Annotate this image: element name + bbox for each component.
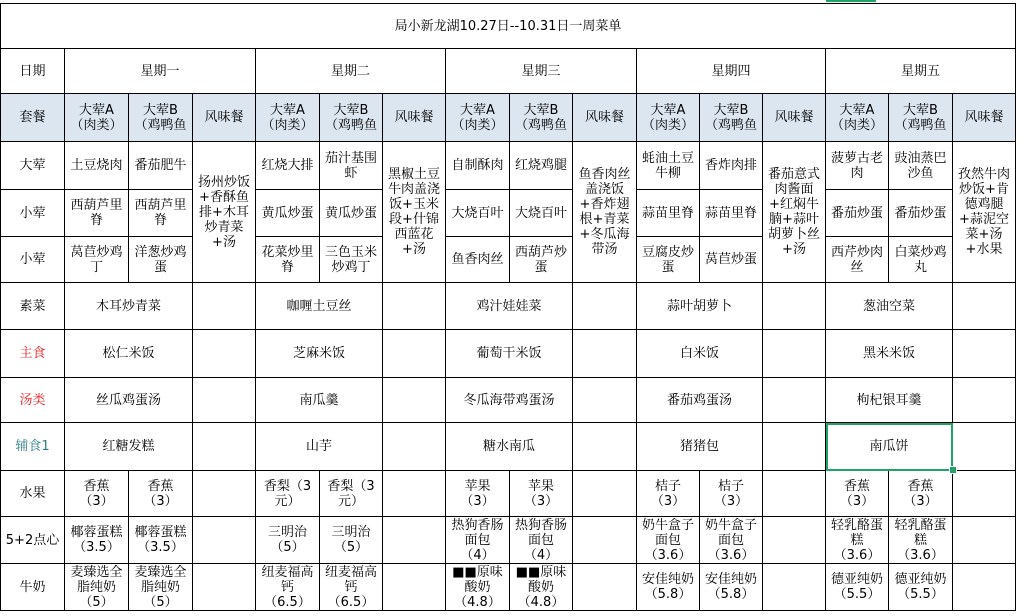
fri-sucai-flavor[interactable] <box>953 283 1016 330</box>
tue-snack-flavor[interactable] <box>383 517 446 564</box>
wed-fruit-a[interactable]: 苹果 （3） <box>446 471 510 517</box>
fri-flavor-meal[interactable]: 孜然牛肉炒饭+肯德鸡腿+蒜泥空菜+汤+水果 <box>953 142 1016 283</box>
fri-snack-flavor[interactable] <box>953 517 1016 564</box>
row-label-dianxin[interactable]: 5+2点心 <box>1 517 65 564</box>
fri-snack-a[interactable]: 轻乳酪蛋糕 （3.6） <box>826 517 889 564</box>
thu-fushi[interactable]: 猪猪包 <box>637 423 763 471</box>
tue-xiaohun1-b[interactable]: 黄瓜炒蛋 <box>320 190 383 237</box>
wed-fruit-flavor[interactable] <box>573 471 637 517</box>
tue-zhushi-flavor[interactable] <box>383 330 446 378</box>
tue-sucai-flavor[interactable] <box>383 283 446 330</box>
row-label-tanglei[interactable]: 汤类 <box>1 378 65 423</box>
fri-milk-flavor[interactable] <box>953 564 1016 611</box>
thu-sucai-flavor[interactable] <box>763 283 826 330</box>
wed-milk-a[interactable]: ■■原味酸奶 （4.8） <box>446 564 510 611</box>
tue-milk-flavor[interactable] <box>383 564 446 611</box>
tue-xiaohun2-a[interactable]: 花菜炒里脊 <box>256 237 320 283</box>
package-b-thu[interactable]: 大荤B （鸡鸭鱼 <box>700 94 763 142</box>
mon-fruit-flavor[interactable] <box>193 471 256 517</box>
row-label-xiaohun-1[interactable]: 小荤 <box>1 190 65 237</box>
fri-xiaohun2-a[interactable]: 西芹炒肉丝 <box>826 237 889 283</box>
wed-zhushi[interactable]: 葡萄干米饭 <box>446 330 573 378</box>
flavor-header-fri[interactable]: 风味餐 <box>953 94 1016 142</box>
tue-xiaohun2-b[interactable]: 三色玉米炒鸡丁 <box>320 237 383 283</box>
tue-snack-b[interactable]: 三明治 （5） <box>320 517 383 564</box>
wed-xiaohun1-a[interactable]: 大烧百叶 <box>446 190 510 237</box>
day-monday[interactable]: 星期一 <box>65 49 256 94</box>
fri-fruit-b[interactable]: 香蕉 （3） <box>889 471 953 517</box>
tue-tang-flavor[interactable] <box>383 378 446 423</box>
tue-dahun-a[interactable]: 红烧大排 <box>256 142 320 190</box>
thu-sucai[interactable]: 蒜叶胡萝卜 <box>637 283 763 330</box>
tue-fruit-flavor[interactable] <box>383 471 446 517</box>
row-label-sucai[interactable]: 素菜 <box>1 283 65 330</box>
thu-milk-b[interactable]: 安佳纯奶 （5.8） <box>700 564 763 611</box>
thu-tang-flavor[interactable] <box>763 378 826 423</box>
tue-snack-a[interactable]: 三明治 （5） <box>256 517 320 564</box>
mon-zhushi-flavor[interactable] <box>193 330 256 378</box>
thu-xiaohun1-a[interactable]: 蒜苗里脊 <box>637 190 700 237</box>
tue-tang[interactable]: 南瓜羹 <box>256 378 383 423</box>
mon-fushi[interactable]: 红糖发糕 <box>65 423 193 471</box>
fri-dahun-b[interactable]: 豉油蒸巴沙鱼 <box>889 142 953 190</box>
wed-snack-flavor[interactable] <box>573 517 637 564</box>
fri-fruit-a[interactable]: 香蕉 （3） <box>826 471 889 517</box>
tue-xiaohun1-a[interactable]: 黄瓜炒蛋 <box>256 190 320 237</box>
package-b-mon[interactable]: 大荤B （鸡鸭鱼 <box>129 94 193 142</box>
thu-fruit-b[interactable]: 桔子 （3） <box>700 471 763 517</box>
wed-xiaohun2-b[interactable]: 西葫芦炒蛋 <box>510 237 573 283</box>
row-label-shuiguo[interactable]: 水果 <box>1 471 65 517</box>
wed-sucai-flavor[interactable] <box>573 283 637 330</box>
fri-milk-b[interactable]: 德亚纯奶 （5.5） <box>889 564 953 611</box>
fri-tang-flavor[interactable] <box>953 378 1016 423</box>
wed-milk-b[interactable]: ■■原味酸奶 （4.8） <box>510 564 573 611</box>
package-b-wed[interactable]: 大荤B （鸡鸭鱼 <box>510 94 573 142</box>
thu-snack-flavor[interactable] <box>763 517 826 564</box>
thu-xiaohun2-a[interactable]: 豆腐皮炒蛋 <box>637 237 700 283</box>
thu-snack-b[interactable]: 奶牛盒子面包 （3.6） <box>700 517 763 564</box>
mon-tang-flavor[interactable] <box>193 378 256 423</box>
thu-snack-a[interactable]: 奶牛盒子面包 （3.6） <box>637 517 700 564</box>
tue-flavor-meal[interactable]: 黑椒土豆牛肉盖浇饭+玉米段+什锦西蓝花+汤 <box>383 142 446 283</box>
package-label[interactable]: 套餐 <box>1 94 65 142</box>
wed-snack-b[interactable]: 热狗香肠面包 （4） <box>510 517 573 564</box>
day-thursday[interactable]: 星期四 <box>637 49 826 94</box>
fri-zhushi-flavor[interactable] <box>953 330 1016 378</box>
fri-fruit-flavor[interactable] <box>953 471 1016 517</box>
wed-xiaohun1-b[interactable]: 大烧百叶 <box>510 190 573 237</box>
mon-fushi-flavor[interactable] <box>193 423 256 471</box>
sheet-title[interactable]: 局小新龙湖10.27日--10.31日一周菜单 <box>1 4 1016 49</box>
package-b-fri[interactable]: 大荤B （鸡鸭鱼 <box>889 94 953 142</box>
wed-milk-flavor[interactable] <box>573 564 637 611</box>
package-b-tue[interactable]: 大荤B （鸡鸭鱼 <box>320 94 383 142</box>
package-a-mon[interactable]: 大荤A （肉类） <box>65 94 129 142</box>
fill-handle[interactable] <box>949 466 957 474</box>
mon-fruit-b[interactable]: 香蕉 （3） <box>129 471 193 517</box>
package-a-fri[interactable]: 大荤A （肉类） <box>826 94 889 142</box>
fri-dahun-a[interactable]: 菠萝古老肉 <box>826 142 889 190</box>
thu-fruit-a[interactable]: 桔子 （3） <box>637 471 700 517</box>
day-tuesday[interactable]: 星期二 <box>256 49 446 94</box>
wed-fushi[interactable]: 糖水南瓜 <box>446 423 573 471</box>
thu-xiaohun1-b[interactable]: 蒜苗里脊 <box>700 190 763 237</box>
mon-flavor-meal[interactable]: 扬州炒饭+香酥鱼排+木耳炒青菜+汤 <box>193 142 256 283</box>
tue-milk-a[interactable]: 纽麦福高钙 （6.5） <box>256 564 320 611</box>
row-label-fushi[interactable]: 辅食1 <box>1 423 65 471</box>
wed-fushi-flavor[interactable] <box>573 423 637 471</box>
mon-zhushi[interactable]: 松仁米饭 <box>65 330 193 378</box>
wed-dahun-b[interactable]: 红烧鸡腿 <box>510 142 573 190</box>
mon-xiaohun1-a[interactable]: 西葫芦里脊 <box>65 190 129 237</box>
wed-zhushi-flavor[interactable] <box>573 330 637 378</box>
fri-tang[interactable]: 枸杞银耳羹 <box>826 378 953 423</box>
wed-dahun-a[interactable]: 自制酥肉 <box>446 142 510 190</box>
tue-zhushi[interactable]: 芝麻米饭 <box>256 330 383 378</box>
fri-sucai[interactable]: 葱油空菜 <box>826 283 953 330</box>
wed-tang[interactable]: 冬瓜海带鸡蛋汤 <box>446 378 573 423</box>
package-a-thu[interactable]: 大荤A （肉类） <box>637 94 700 142</box>
mon-dahun-b[interactable]: 番茄肥牛 <box>129 142 193 190</box>
date-label[interactable]: 日期 <box>1 49 65 94</box>
thu-dahun-b[interactable]: 香炸肉排 <box>700 142 763 190</box>
fri-xiaohun1-a[interactable]: 番茄炒蛋 <box>826 190 889 237</box>
thu-tang[interactable]: 番茄鸡蛋汤 <box>637 378 763 423</box>
thu-zhushi-flavor[interactable] <box>763 330 826 378</box>
thu-milk-a[interactable]: 安佳纯奶 （5.8） <box>637 564 700 611</box>
thu-fushi-flavor[interactable] <box>763 423 826 471</box>
tue-dahun-b[interactable]: 茄汁基围虾 <box>320 142 383 190</box>
thu-flavor-meal[interactable]: 番茄意式肉酱面+红焖牛腩+蒜叶胡萝卜丝+汤 <box>763 142 826 283</box>
fri-fushi-selected-cell[interactable]: 南瓜饼 <box>826 423 953 471</box>
column-selection-marker <box>826 0 876 2</box>
package-a-tue[interactable]: 大荤A （肉类） <box>256 94 320 142</box>
mon-sucai[interactable]: 木耳炒青菜 <box>65 283 193 330</box>
wed-flavor-meal[interactable]: 鱼香肉丝盖浇饭+香炸翅根+青菜+冬瓜海带汤 <box>573 142 637 283</box>
tue-fushi[interactable]: 山芋 <box>256 423 383 471</box>
thu-xiaohun2-b[interactable]: 莴苣炒蛋 <box>700 237 763 283</box>
mon-milk-a[interactable]: 麦臻选全脂纯奶 （5） <box>65 564 129 611</box>
wed-xiaohun2-a[interactable]: 鱼香肉丝 <box>446 237 510 283</box>
day-friday[interactable]: 星期五 <box>826 49 1016 94</box>
mon-milk-flavor[interactable] <box>193 564 256 611</box>
row-label-zhushi[interactable]: 主食 <box>1 330 65 378</box>
thu-dahun-a[interactable]: 蚝油土豆牛柳 <box>637 142 700 190</box>
wed-sucai[interactable]: 鸡汁娃娃菜 <box>446 283 573 330</box>
mon-dahun-a[interactable]: 土豆烧肉 <box>65 142 129 190</box>
mon-xiaohun2-b[interactable]: 洋葱炒鸡蛋 <box>129 237 193 283</box>
thu-fruit-flavor[interactable] <box>763 471 826 517</box>
mon-xiaohun2-a[interactable]: 莴苣炒鸡丁 <box>65 237 129 283</box>
fri-milk-a[interactable]: 德亚纯奶 （5.5） <box>826 564 889 611</box>
mon-snack-flavor[interactable] <box>193 517 256 564</box>
weekly-menu-sheet <box>0 3 1016 611</box>
wed-fruit-b[interactable]: 苹果 （3） <box>510 471 573 517</box>
flavor-header-thu[interactable]: 风味餐 <box>763 94 826 142</box>
tue-sucai[interactable]: 咖喱土豆丝 <box>256 283 383 330</box>
fri-snack-b[interactable]: 轻乳酪蛋糕 （3.6） <box>889 517 953 564</box>
mon-tang[interactable]: 丝瓜鸡蛋汤 <box>65 378 193 423</box>
mon-xiaohun1-b[interactable]: 西葫芦里脊 <box>129 190 193 237</box>
package-a-wed[interactable]: 大荤A （肉类） <box>446 94 510 142</box>
fri-xiaohun1-b[interactable]: 番茄炒蛋 <box>889 190 953 237</box>
fri-zhushi[interactable]: 黑米米饭 <box>826 330 953 378</box>
mon-milk-b[interactable]: 麦臻选全脂纯奶 （5） <box>129 564 193 611</box>
flavor-header-wed[interactable]: 风味餐 <box>573 94 637 142</box>
flavor-header-mon[interactable]: 风味餐 <box>193 94 256 142</box>
day-wednesday[interactable]: 星期三 <box>446 49 637 94</box>
mon-snack-a[interactable]: 椰蓉蛋糕 （3.5） <box>65 517 129 564</box>
mon-sucai-flavor[interactable] <box>193 283 256 330</box>
thu-zhushi[interactable]: 白米饭 <box>637 330 763 378</box>
fri-fushi-flavor[interactable] <box>953 423 1016 471</box>
tue-fushi-flavor[interactable] <box>383 423 446 471</box>
row-label-xiaohun-2[interactable]: 小荤 <box>1 237 65 283</box>
flavor-header-tue[interactable]: 风味餐 <box>383 94 446 142</box>
tue-fruit-a[interactable]: 香梨（3元） <box>256 471 320 517</box>
mon-fruit-a[interactable]: 香蕉 （3） <box>65 471 129 517</box>
wed-tang-flavor[interactable] <box>573 378 637 423</box>
thu-milk-flavor[interactable] <box>763 564 826 611</box>
fri-xiaohun2-b[interactable]: 白菜炒鸡丸 <box>889 237 953 283</box>
row-label-niunai[interactable]: 牛奶 <box>1 564 65 611</box>
tue-fruit-b[interactable]: 香梨（3元） <box>320 471 383 517</box>
tue-milk-b[interactable]: 纽麦福高钙 （6.5） <box>320 564 383 611</box>
wed-snack-a[interactable]: 热狗香肠面包 （4） <box>446 517 510 564</box>
mon-snack-b[interactable]: 椰蓉蛋糕 （3.5） <box>129 517 193 564</box>
row-label-dahun[interactable]: 大荤 <box>1 142 65 190</box>
